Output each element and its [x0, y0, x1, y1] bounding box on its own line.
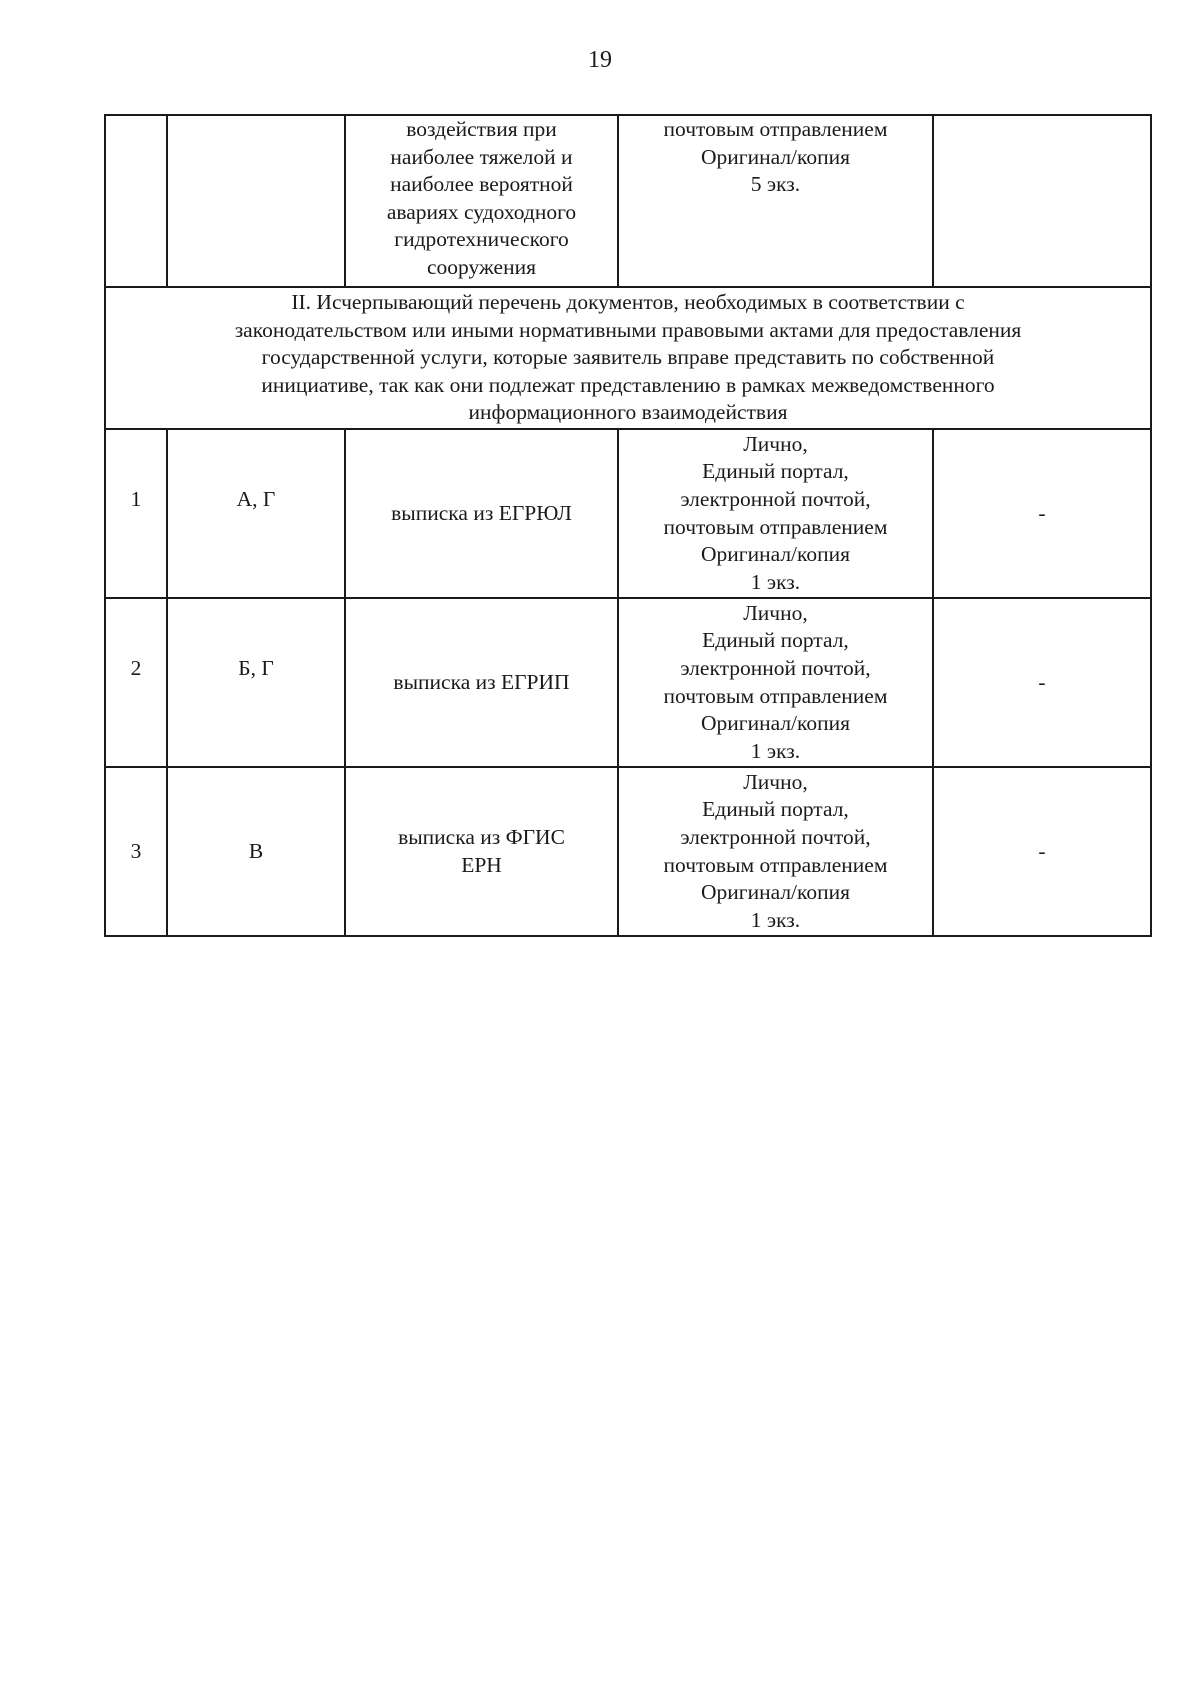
cell-submission-method	[618, 767, 933, 936]
cell-note: -	[933, 767, 1151, 936]
method-line: Лично,	[743, 431, 808, 456]
method-line: Оригинал/копия	[700, 711, 851, 736]
method-line: 1 экз.	[750, 569, 801, 594]
cell-note: -	[933, 429, 1151, 598]
cell-number	[105, 598, 167, 767]
method-line: Лично,	[743, 769, 808, 794]
section-heading	[105, 287, 1151, 429]
section-heading-line: информационного взаимодействия	[468, 400, 788, 425]
documents-table	[104, 114, 1152, 937]
section-heading-line: законодательством или иными нормативными правовыми актами для предоставления	[234, 317, 1022, 342]
method-line: электронной почтой,	[680, 655, 871, 680]
cell-number	[105, 429, 167, 598]
cell-note	[933, 115, 1151, 287]
cell-category	[167, 115, 345, 287]
cell-submission-method	[618, 115, 933, 287]
cell-note: -	[933, 598, 1151, 767]
cell-document	[345, 767, 618, 936]
document-line: выписка из ЕГРИП	[393, 669, 570, 694]
cell-category	[167, 429, 345, 598]
method-line: почтовым отправлением	[663, 514, 888, 539]
document-line: ЕРН	[461, 852, 502, 877]
row-category: Б, Г	[238, 655, 274, 680]
table-row	[105, 429, 1151, 598]
method-line: электронной почтой,	[680, 486, 871, 511]
document-line: сооружения	[427, 254, 536, 279]
method-line: Единый портал,	[702, 459, 849, 484]
cell-document	[345, 115, 618, 287]
section-heading-line: инициативе, так как они подлежат представлению в рамках межведомственного	[261, 372, 995, 397]
document-line: наиболее тяжелой и	[390, 144, 573, 169]
cell-number	[105, 115, 167, 287]
row-number: 1	[130, 486, 142, 511]
method-line: Единый портал,	[702, 797, 849, 822]
section-heading-line: II. Исчерпывающий перечень документов, необходимых в соответствии с	[291, 290, 965, 315]
row-number: 2	[130, 655, 142, 680]
cell-category: В	[167, 767, 345, 936]
cell-document	[345, 429, 618, 598]
page-number: 19	[588, 47, 612, 73]
document-line: выписка из ФГИС	[398, 824, 565, 849]
cell-submission-method	[618, 598, 933, 767]
table-row	[105, 598, 1151, 767]
document-line: воздействия при	[406, 117, 557, 141]
method-line: 1 экз.	[750, 738, 801, 763]
method-line: Оригинал/копия	[700, 880, 851, 905]
method-line: почтовым отправлением	[663, 117, 888, 141]
cell-category	[167, 598, 345, 767]
method-line: Оригинал/копия	[700, 144, 851, 169]
method-line: Оригинал/копия	[700, 542, 851, 567]
table-row-continuation	[105, 115, 1151, 287]
method-line: Единый портал,	[702, 628, 849, 653]
document-line: гидротехнического	[394, 227, 569, 252]
method-line: 1 экз.	[750, 907, 801, 932]
document-line: авариях судоходного	[386, 199, 577, 224]
section-heading-line: государственной услуги, которые заявитель вправе представить по собственной	[261, 345, 995, 370]
method-line: Лично,	[743, 600, 808, 625]
method-line: почтовым отправлением	[663, 852, 888, 877]
method-line: почтовым отправлением	[663, 683, 888, 708]
section-heading-row	[105, 287, 1151, 429]
cell-document	[345, 598, 618, 767]
cell-submission-method	[618, 429, 933, 598]
row-category: А, Г	[236, 486, 276, 511]
cell-number: 3	[105, 767, 167, 936]
document-line: наиболее вероятной	[390, 172, 573, 197]
method-line: 5 экз.	[750, 172, 801, 197]
method-line: электронной почтой,	[680, 824, 871, 849]
table-row	[105, 767, 1151, 936]
document-line: выписка из ЕГРЮЛ	[391, 500, 572, 525]
